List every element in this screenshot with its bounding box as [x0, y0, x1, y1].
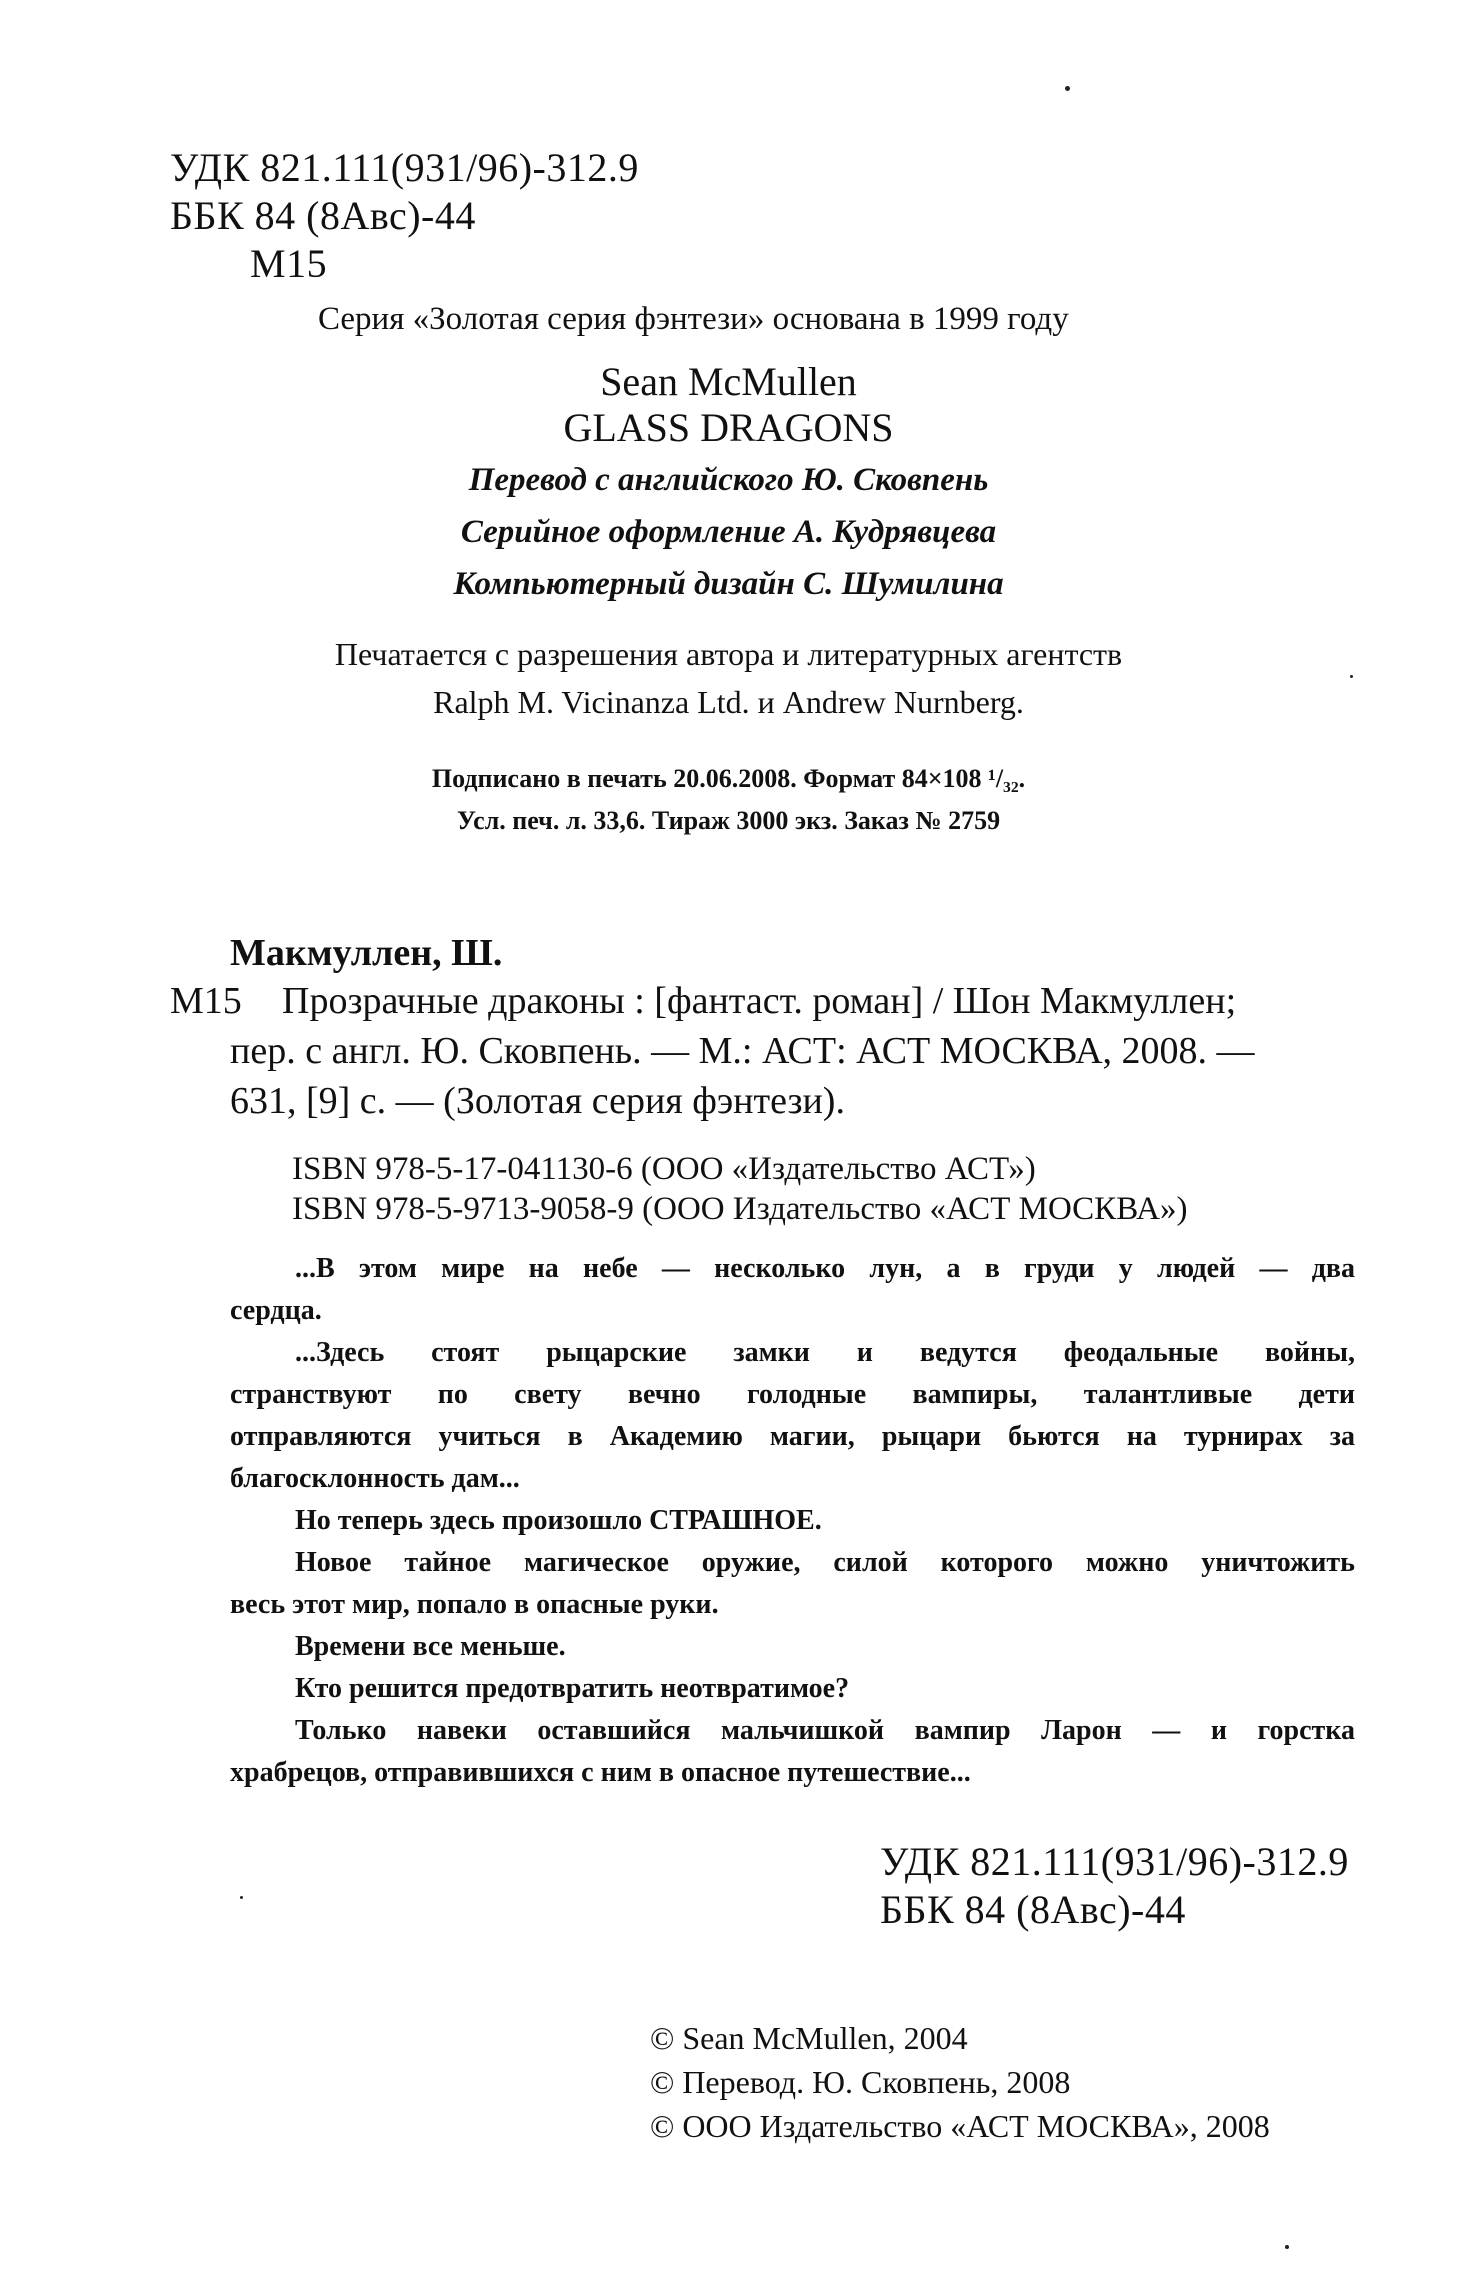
annotation-line: Новое тайное магическое оружие, силой которого можно уничтожить	[295, 1547, 1355, 1578]
credit-computer-design: Компьютерный дизайн С. Шумилина	[453, 566, 1004, 602]
series-note: Серия «Золотая серия фэнтези» основана в 1999 году	[318, 301, 1069, 337]
annotation-line: сердца.	[230, 1295, 322, 1326]
annotation-line: ...В этом мире на небе — несколько лун, а в груди у людей — два	[295, 1253, 1355, 1284]
udk-code-top: УДК 821.111(931/96)-312.9	[170, 145, 639, 190]
bbk-code-top: ББК 84 (8Авс)-44	[170, 193, 476, 238]
isbn-2: ISBN 978-5-9713-9058-9 (ООО Издательство «АСТ МОСКВА»)	[292, 1191, 1188, 1227]
annotation-line: ...Здесь стоят рыцарские замки и ведутся феодальные войны,	[295, 1337, 1355, 1368]
print-info-line-2: Усл. печ. л. 33,6. Тираж 3000 экз. Заказ № 2759	[456, 806, 1001, 835]
print-info-line-1: Подписано в печать 20.06.2008. Формат 84×108 ¹/₃₂.	[431, 764, 1026, 793]
copyright-line: © Перевод. Ю. Сковпень, 2008	[650, 2064, 1071, 2100]
udk-code-bottom: УДК 821.111(931/96)-312.9	[880, 1839, 1349, 1884]
scan-speck	[1350, 675, 1353, 678]
credit-series-design: Серийное оформление А. Кудрявцева	[460, 514, 997, 550]
permission-line-1: Печатается с разрешения автора и литературных агентств	[334, 636, 1123, 672]
bbk-code-bottom: ББК 84 (8Авс)-44	[880, 1887, 1186, 1932]
credit-translation: Перевод с английского Ю. Сковпень	[468, 462, 989, 498]
original-author: Sean McMullen	[600, 359, 857, 404]
permission-line-2: Ralph M. Vicinanza Ltd. и Andrew Nurnberg.	[433, 684, 1024, 720]
copyright-line: © Sean McMullen, 2004	[650, 2020, 968, 2056]
annotation-line: благосклонность дам...	[230, 1463, 520, 1494]
annotation-line: Кто решится предотвратить неотвратимое?	[295, 1673, 850, 1704]
annotation-line: странствуют по свету вечно голодные вампиры, талантливые дети	[230, 1379, 1355, 1410]
annotation-line: Времени все меньше.	[295, 1631, 566, 1662]
bib-heading: Макмуллен, Ш.	[230, 932, 503, 974]
scan-speck	[1065, 86, 1070, 91]
scan-speck	[240, 1896, 243, 1899]
bib-sign: М15	[170, 980, 242, 1022]
annotation-line: храбрецов, отправившихся с ним в опасное путешествие...	[230, 1757, 971, 1788]
annotation-line: Но теперь здесь произошло СТРАШНОЕ.	[295, 1505, 822, 1536]
isbn-1: ISBN 978-5-17-041130-6 (ООО «Издательство АСТ»)	[292, 1151, 1036, 1187]
scan-speck	[1285, 2245, 1289, 2249]
annotation-line: весь этот мир, попало в опасные руки.	[230, 1589, 719, 1620]
bib-line-2: пер. с англ. Ю. Сковпень. — М.: АСТ: АСТ МОСКВА, 2008. —	[230, 1030, 1255, 1072]
annotation-line: Только навеки оставшийся мальчишкой вампир Ларон — и горстка	[295, 1715, 1355, 1746]
bib-line-1: Прозрачные драконы : [фантаст. роман] / Шон Макмуллен;	[282, 980, 1237, 1022]
author-sign-top: М15	[250, 241, 328, 286]
copyright-line: © ООО Издательство «АСТ МОСКВА», 2008	[650, 2108, 1270, 2144]
bib-line-3: 631, [9] с. — (Золотая серия фэнтези).	[230, 1080, 845, 1122]
original-title: GLASS DRAGONS	[563, 405, 894, 450]
annotation-line: отправляются учиться в Академию магии, рыцари бьются на турнирах за	[230, 1421, 1355, 1452]
